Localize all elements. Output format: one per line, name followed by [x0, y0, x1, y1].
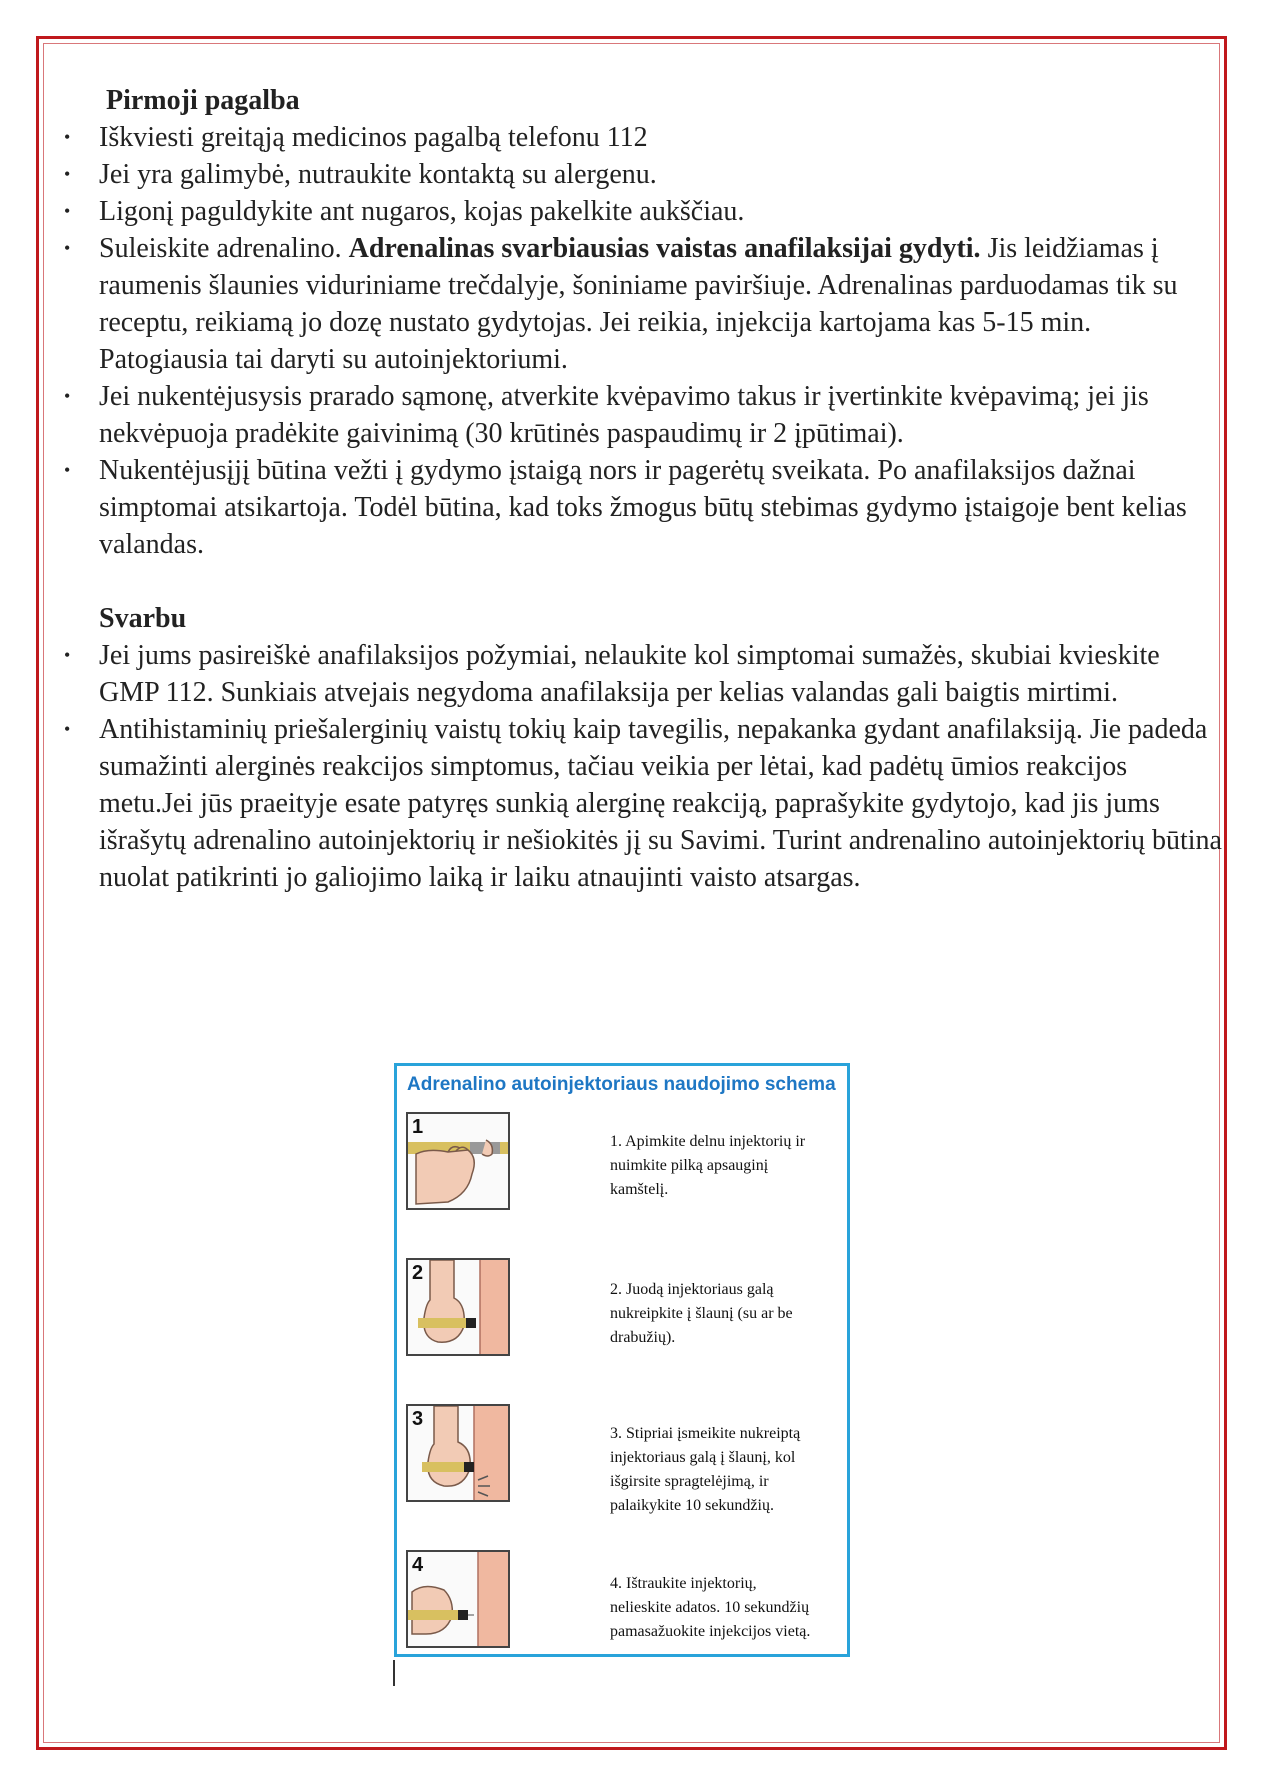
step-3-illustration — [406, 1404, 510, 1502]
first-aid-heading: Pirmoji pagalba — [106, 85, 300, 116]
emphasis-text: Adrenalinas svarbiausias vaistas anafilaksijai gydyti. — [348, 233, 981, 264]
bullet-icon: • — [64, 386, 71, 406]
bullet-icon: • — [64, 719, 71, 739]
list-item: • Antihistaminių priešalerginių vaistų tokių kaip tavegilis, nepakanka gydant anafilaksiją. Jie padeda sumažinti alerginės reakcijos simptomus, tačiau veikia per lėtai, kad padėtų ūmios reakcijos metu.Jei jūs praeityje esate patyręs sunkią alerginę reakciją, paprašykite gydytojo, kad jis jums išrašytų adrenalino autoinjektorių ir nešiokitės jį su Savimi. Turint andrenalino autoinjektorių būtina nuolat patikrinti jo galiojimo laiką ir laiku atnaujinti vaisto atsargas. — [64, 711, 1224, 896]
step-1-illustration — [406, 1112, 510, 1210]
step-3-text: 3. Stipriai įsmeikite nukreiptą injektoriaus galą į šlaunį, kol išgirsite spragtelėjimą, ir palaikykite 10 sekundžių. — [610, 1425, 801, 1514]
list-item: • Ligonį paguldykite ant nugaros, kojas pakelkite aukščiau. — [64, 193, 1224, 230]
bullet-icon: • — [64, 460, 71, 480]
bullet-icon: • — [64, 238, 71, 258]
schema-edge-line — [393, 1660, 395, 1686]
bullet-icon: • — [64, 164, 71, 184]
step-number: 4 — [412, 1554, 424, 1576]
first-aid-list — [64, 119, 1224, 563]
bullet-icon: • — [64, 127, 71, 147]
list-item: • Jei yra galimybė, nutraukite kontaktą su alergenu. — [64, 156, 1224, 193]
bullet-icon: • — [64, 645, 71, 665]
step-1-text: 1. Apimkite delnu injektorių ir nuimkite pilką apsauginį kamštelį. — [610, 1133, 806, 1198]
schema-title: Adrenalino autoinjektoriaus naudojimo schema — [407, 1074, 836, 1095]
list-item: • Jei jums pasireiškė anafilaksijos požymiai, nelaukite kol simptomai sumažės, skubiai kvieskite GMP 112. Sunkiais atvejais negydoma anafilaksija per kelias valandas gali baigtis mirtimi. — [64, 637, 1224, 711]
list-item: • Iškviesti greitąją medicinos pagalbą telefonu 112 — [64, 119, 1224, 156]
list-item: • Suleiskite adrenalino. Adrenalinas svarbiausias vaistas anafilaksijai gydyti. Jis leidžiamas į raumenis šlaunies viduriniame trečdalyje, šoniniame paviršiuje. Adrenalinas parduodamas tik su receptu, reikiamą jo dozę nustato gydytojas. Jei reikia, injekcija kartojama kas 5-15 min. Patogiausia tai daryti su autoinjektoriumi. — [64, 230, 1224, 378]
step-2-text: 2. Juodą injektoriaus galą nukreipkite į šlaunį (su ar be drabužių). — [610, 1281, 793, 1346]
important-list — [64, 637, 1224, 896]
step-number: 3 — [412, 1408, 424, 1430]
document-body — [64, 82, 1224, 896]
list-item: • Nukentėjusįjį būtina vežti į gydymo įstaigą nors ir pagerėtų sveikata. Po anafilaksijos dažnai simptomai atsikartoja. Todėl būtina, kad toks žmogus būtų stebimas gydymo įstaigoje bent kelias valandas. — [64, 452, 1224, 563]
bullet-icon: • — [64, 201, 71, 221]
important-heading: Svarbu — [99, 603, 187, 634]
step-number: 1 — [412, 1116, 424, 1138]
step-4-illustration — [406, 1550, 510, 1648]
step-number: 2 — [412, 1262, 424, 1284]
list-item: • Jei nukentėjusysis prarado sąmonę, atverkite kvėpavimo takus ir įvertinkite kvėpavimą; jei jis nekvėpuoja pradėkite gaivinimą (30 krūtinės paspaudimų ir 2 įpūtimai). — [64, 378, 1224, 452]
step-4-text: 4. Ištraukite injektorių, nelieskite adatos. 10 sekundžių pamasažuokite injekcijos vietą. — [610, 1575, 811, 1640]
autoinjector-schema — [394, 1063, 850, 1657]
step-2-illustration — [406, 1258, 510, 1356]
